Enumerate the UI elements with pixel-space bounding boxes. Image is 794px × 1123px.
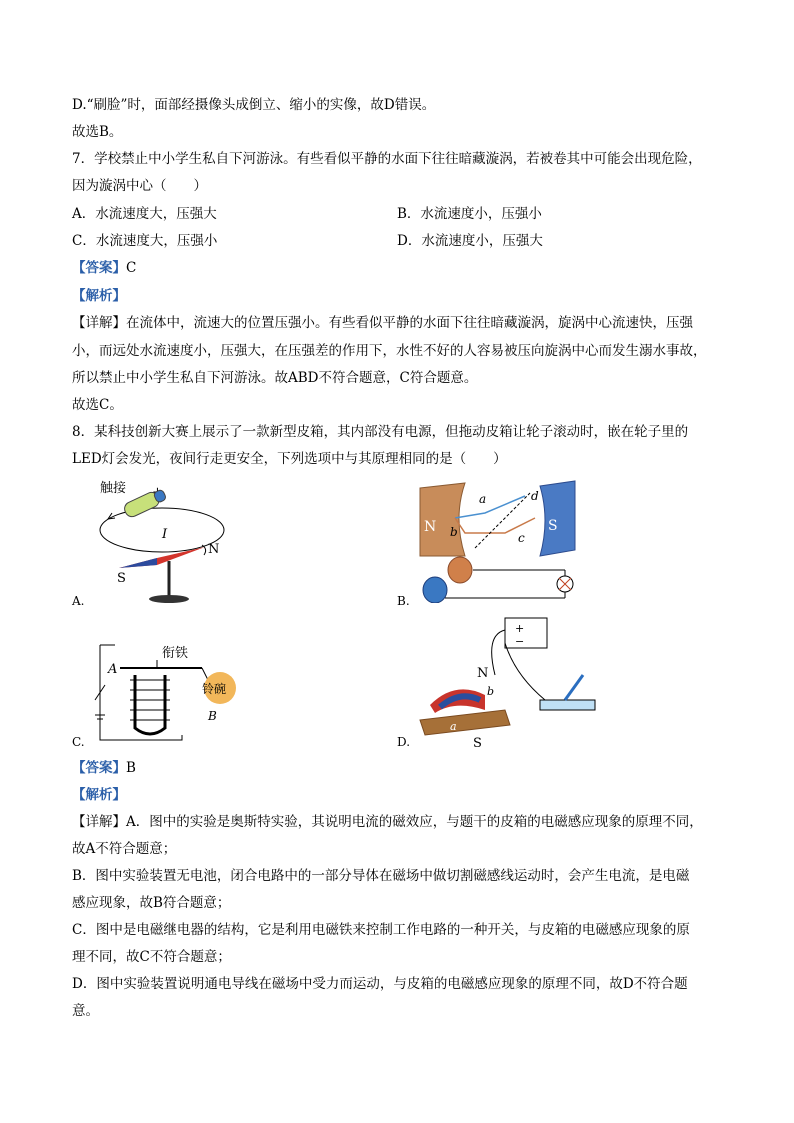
detail-tag: 【详解】 [72, 814, 126, 830]
question-8-cont: LED灯会发光，夜间行走更安全，下列选项中与其原理相同的是（ ） [72, 451, 507, 467]
text-line: 故选B。 [72, 124, 123, 140]
detail-text: A．图中的实验是奥斯特实验，其说明电流的磁效应，与题干的皮箱的电磁感应现象的原理不同， [126, 814, 703, 830]
bell-label: 铃碗 [202, 682, 227, 696]
explanation-8-line: 感应现象，故B符合题意； [72, 895, 231, 911]
option-7a: A．水流速度大，压强大 [72, 206, 217, 222]
south-label: S [473, 736, 482, 750]
explanation-8-line [72, 812, 703, 832]
label-d: d [531, 489, 539, 503]
analysis-tag: 【解析】 [72, 787, 126, 803]
label-B: B [208, 709, 217, 723]
analysis-tag: 【解析】 [72, 288, 126, 304]
detail-tag: 【详解】 [72, 315, 126, 331]
explanation-8-line: D．图中实验装置说明通电导线在磁场中受力而运动，与皮箱的电磁感应现象的原理不同，故D不符合题 [72, 976, 688, 992]
north-label: N [208, 542, 220, 557]
north-label: N [477, 666, 489, 681]
explanation-8-line: 理不同，故C不符合题意； [72, 949, 231, 965]
label-A: A [108, 662, 118, 677]
current-label: I [162, 527, 168, 542]
answer-8 [72, 758, 136, 778]
text-line: D.“刷脸”时，面部经摄像头成倒立、缩小的实像，故D错误。 [72, 97, 436, 113]
option-7d: D．水流速度小，压强大 [397, 233, 543, 249]
explanation-8-line: 意。 [72, 1003, 99, 1019]
detail-text: 在流体中，流速大的位置压强小。有些看似平静的水面下往往暗藏漩涡，旋涡中心流速快，压强 [126, 315, 693, 331]
label-c: c [518, 531, 525, 545]
south-pole: S [548, 518, 558, 534]
figure-c-label: C. [72, 735, 85, 749]
figure-c-relay [90, 640, 250, 750]
figure-b-induction [415, 478, 615, 603]
option-7b: B．水流速度小，压强小 [397, 206, 542, 222]
explanation-7-line: 小，而远处水流速度小，压强大，在压强差的作用下，水性不好的人容易被压向旋涡中心而发生溺水事故， [72, 343, 707, 359]
answer-value: B [126, 760, 136, 776]
explanation-7-line: 故选C。 [72, 397, 123, 413]
touch-label: 触接 [100, 481, 127, 496]
question-7-cont: 因为漩涡中心（ ） [72, 178, 207, 194]
answer-value: C [126, 260, 137, 276]
explanation-8-line: C．图中是电磁继电器的结构，它是利用电磁铁来控制工作电路的一种开关，与皮箱的电磁感应现象的原 [72, 922, 690, 938]
minus-sign: − [515, 635, 525, 648]
option-7c: C．水流速度大，压强小 [72, 233, 218, 249]
figure-b-label: B. [397, 594, 410, 608]
answer-7 [72, 258, 136, 278]
answer-tag: 【答案】 [72, 260, 126, 276]
figure-a-label: A. [72, 594, 85, 608]
explanation-7-line: 所以禁止中小学生私自下河游泳。故ABD不符合题意，C符合题意。 [72, 370, 478, 386]
figure-a-oersted [72, 475, 232, 605]
question-7: 7．学校禁止中小学生私自下河游泳。有些看似平静的水面下往往暗藏漩涡，若被卷其中可能会出现危险， [72, 151, 702, 167]
label-b: b [487, 685, 495, 698]
label-b: b [450, 525, 458, 539]
plus-sign: + [515, 622, 525, 635]
answer-tag: 【答案】 [72, 760, 126, 776]
figure-d-motor [415, 615, 605, 750]
figure-d-label: D. [397, 735, 411, 749]
explanation-8-line: B．图中实验装置无电池，闭合电路中的一部分导体在磁场中做切割磁感线运动时，会产生电流，是电磁 [72, 868, 690, 884]
question-8: 8．某科技创新大赛上展示了一款新型皮箱，其内部没有电源，但拖动皮箱让轮子滚动时，嵌在轮子里的 [72, 424, 689, 440]
explanation-7-line [72, 313, 693, 333]
north-pole: N [424, 519, 437, 535]
explanation-8-line: 故A不符合题意； [72, 841, 177, 857]
label-a: a [450, 720, 457, 733]
label-a: a [479, 492, 487, 506]
armature-label: 衔铁 [162, 646, 189, 661]
south-label: S [117, 571, 126, 586]
